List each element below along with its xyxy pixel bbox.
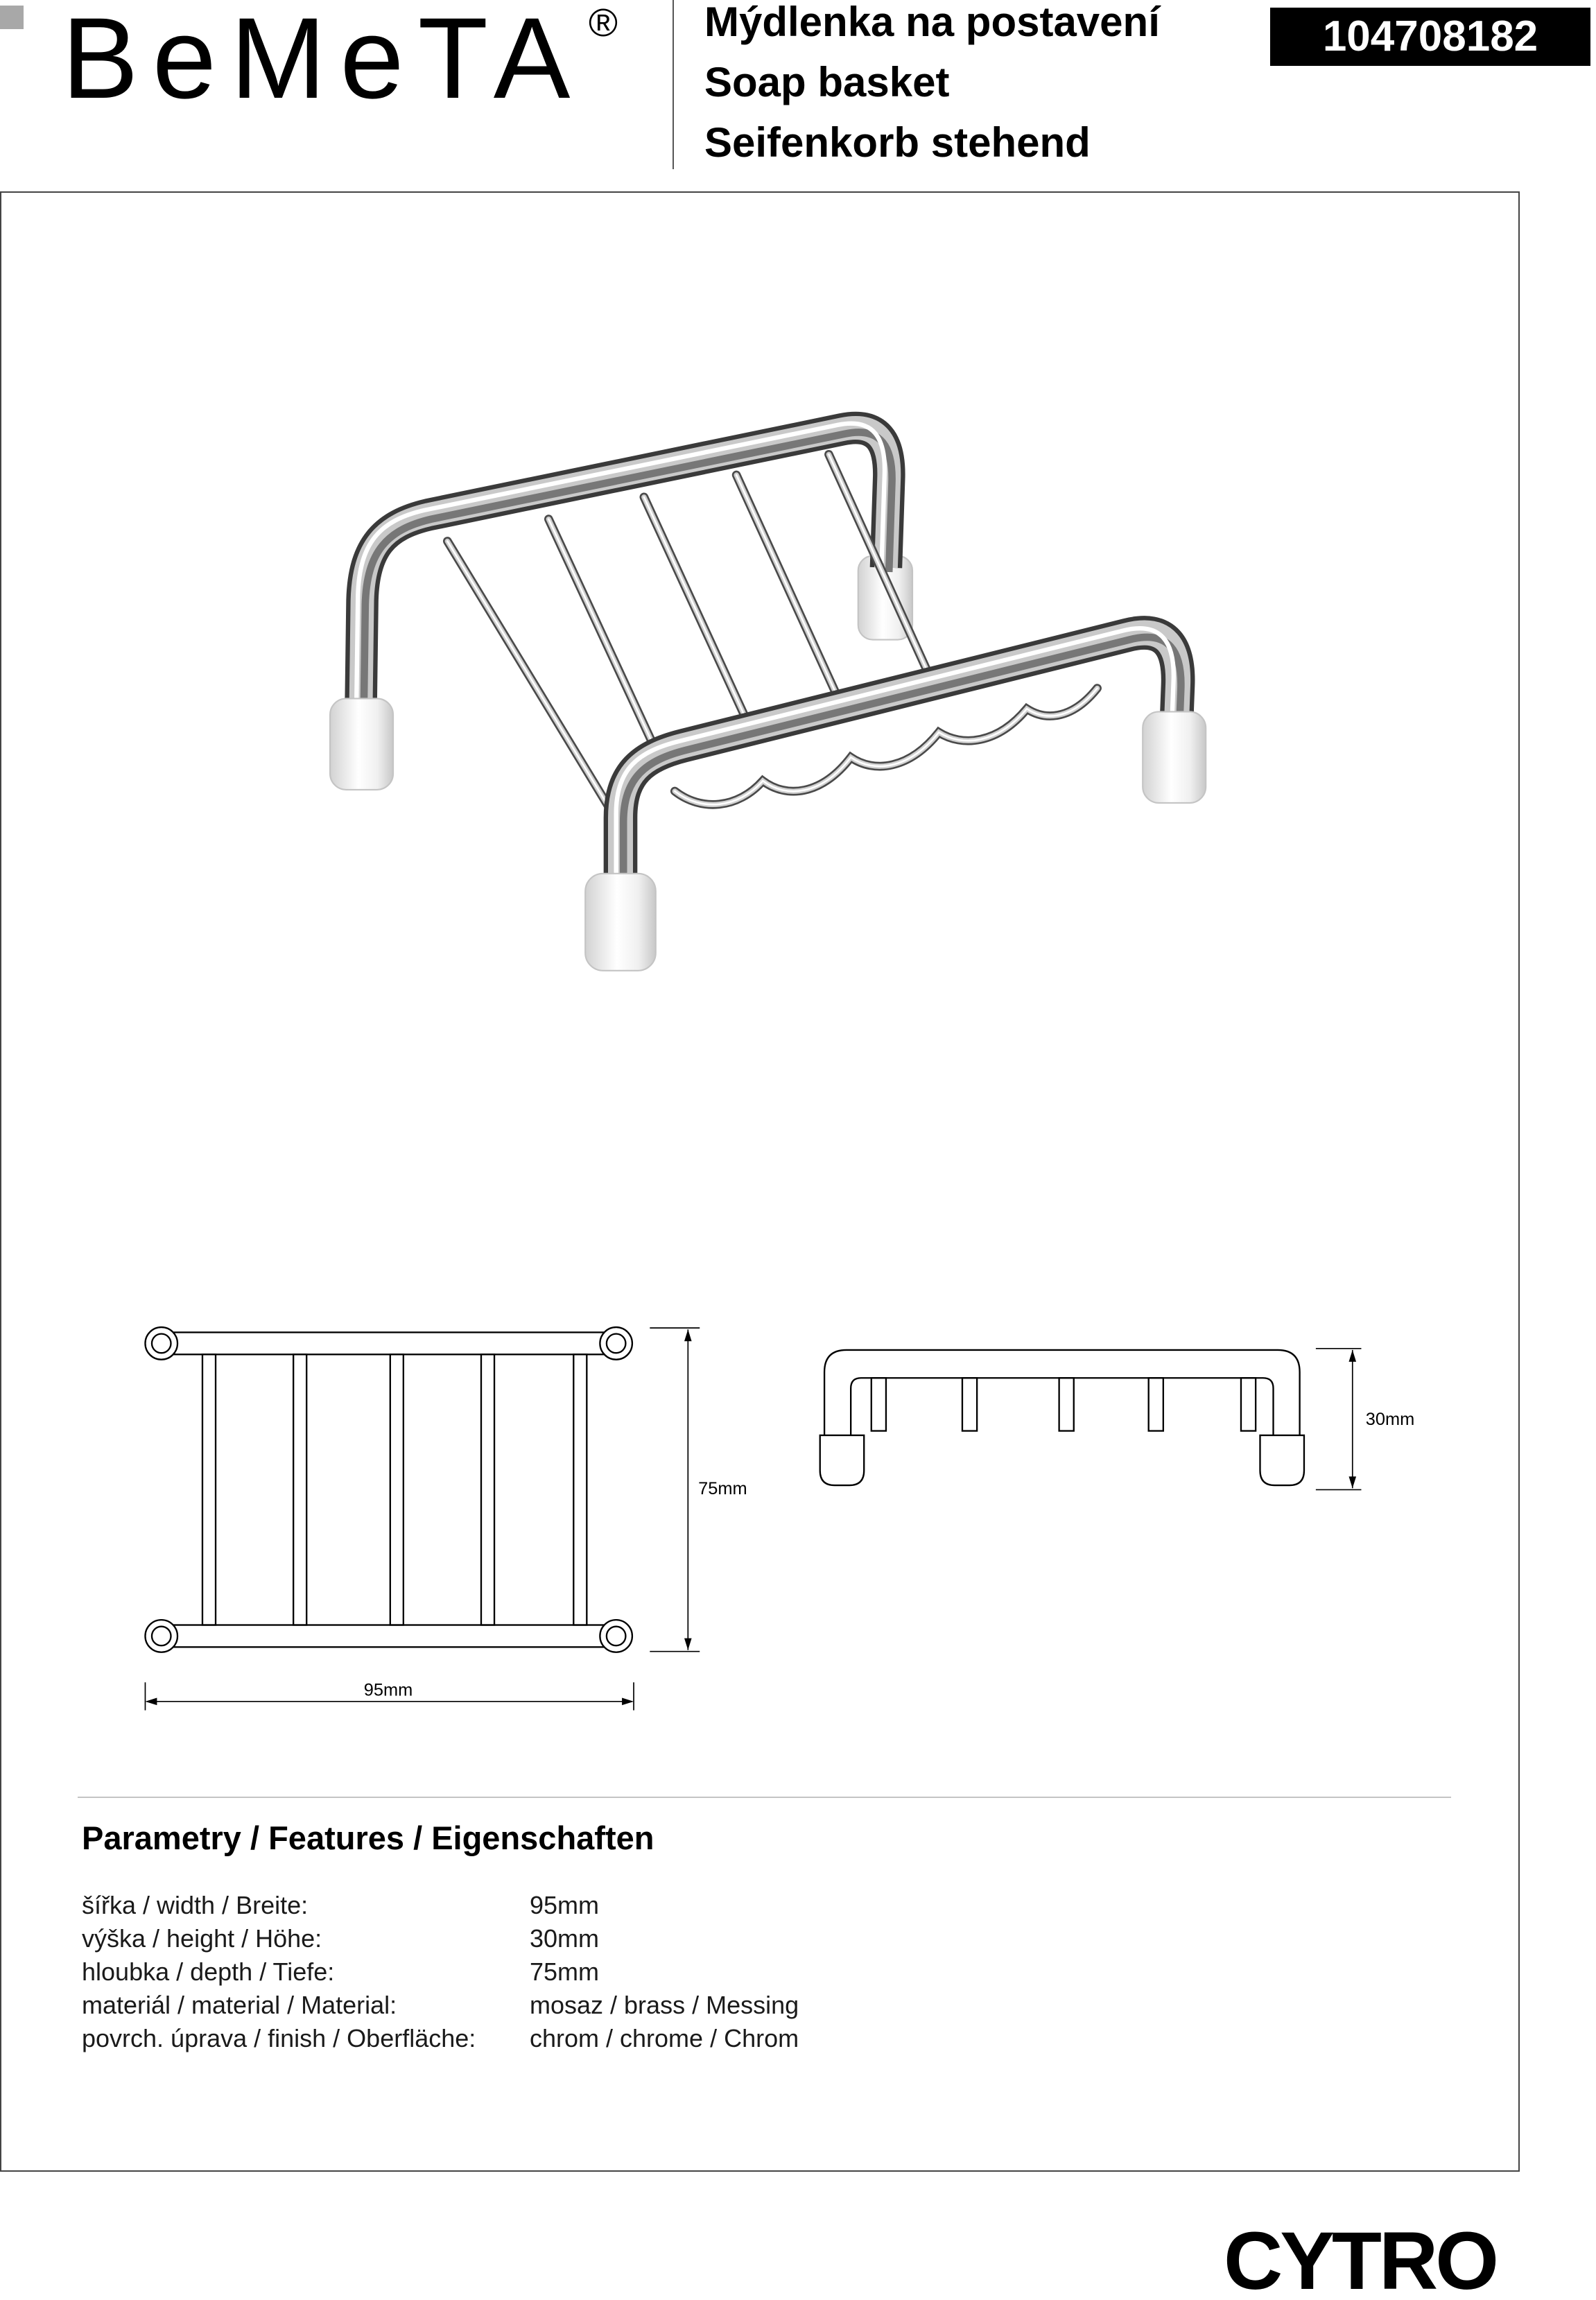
height-dimension-line xyxy=(1316,1349,1362,1490)
series-name: CYTRO xyxy=(1224,2215,1496,2300)
height-dimension-label: 30mm xyxy=(1365,1410,1415,1430)
top-view-drawing xyxy=(145,1327,700,1710)
feature-row-width xyxy=(82,1889,1052,1922)
feature-label: povrch. úprava / finish / Oberfläche: xyxy=(82,2024,476,2052)
feature-label: výška / height / Höhe: xyxy=(82,1924,322,1953)
feature-row-finish xyxy=(82,2022,1052,2055)
side-view-foot-right xyxy=(1260,1435,1303,1485)
side-view-tube-inner xyxy=(851,1378,1273,1435)
foot-cap-front-left xyxy=(585,874,656,971)
feature-value: 95mm xyxy=(530,1891,600,1919)
width-dimension-label: 95mm xyxy=(363,1680,413,1700)
product-photo xyxy=(330,424,1206,971)
feature-label: materiál / material / Material: xyxy=(82,1991,397,2019)
feature-label: šířka / width / Breite: xyxy=(82,1891,309,1919)
foot-cap-back-left xyxy=(330,698,393,789)
top-view-front-tube xyxy=(145,1620,632,1652)
back-rail xyxy=(356,424,892,714)
top-view-back-tube xyxy=(145,1327,632,1360)
features-list xyxy=(82,1889,1052,2055)
feature-value: 75mm xyxy=(530,1957,600,1986)
feature-label: hloubka / depth / Tiefe: xyxy=(82,1957,335,1986)
registered-mark: ® xyxy=(589,1,618,45)
product-title-cz: Mýdlenka na postavení xyxy=(704,0,1160,45)
feature-row-depth xyxy=(82,1955,1052,1989)
product-title-de: Seifenkorb stehend xyxy=(704,119,1091,166)
feature-value: mosaz / brass / Messing xyxy=(530,1991,799,2019)
product-code-badge: 104708182 xyxy=(1270,8,1590,66)
feature-value: 30mm xyxy=(530,1924,600,1953)
depth-dimension-label: 75mm xyxy=(698,1478,747,1498)
feature-value: chrom / chrome / Chrom xyxy=(530,2024,799,2052)
top-view-bars xyxy=(202,1354,587,1625)
foot-cap-front-right xyxy=(1143,711,1206,802)
side-view-drawing xyxy=(820,1349,1362,1490)
side-view-bars xyxy=(871,1378,1256,1430)
feature-row-material xyxy=(82,1989,1052,2022)
basket-wires xyxy=(447,454,1097,811)
features-separator xyxy=(78,1797,1451,1798)
feature-row-height xyxy=(82,1922,1052,1955)
side-view-foot-left xyxy=(820,1435,864,1485)
product-title-en: Soap basket xyxy=(704,59,950,105)
brand-logo: BeMeTA xyxy=(62,0,584,123)
features-heading: Parametry / Features / Eigenschaften xyxy=(82,1819,654,1856)
depth-dimension-line xyxy=(650,1328,700,1652)
side-view-tube-outer xyxy=(824,1350,1300,1435)
